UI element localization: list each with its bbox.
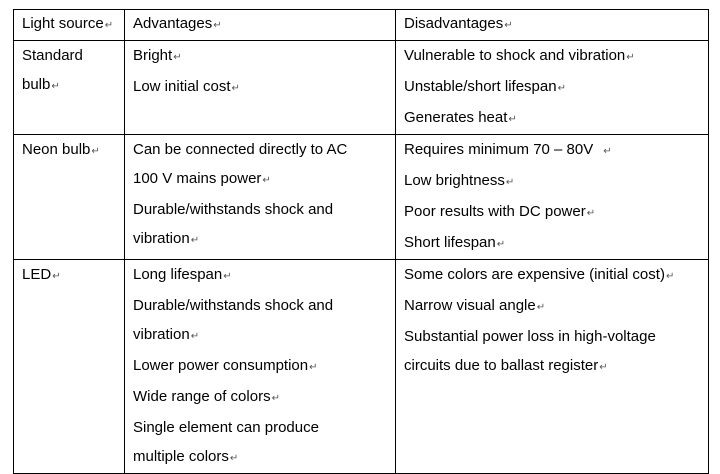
advantage-item: vibration: [133, 326, 190, 343]
table-row: [14, 260, 709, 474]
advantage-item: multiple colors: [133, 448, 229, 465]
paragraph-mark-icon: ↵: [626, 52, 635, 63]
advantage-item: Wide range of colors: [133, 388, 271, 405]
cell-light-source: [14, 41, 125, 135]
cell-advantages: [125, 260, 396, 474]
cell-advantages: [125, 135, 396, 260]
paragraph-mark-icon: ↵: [190, 331, 200, 342]
paragraph-mark-icon: ↵: [223, 271, 232, 282]
advantage-item: 100 V mains power: [133, 170, 262, 187]
advantage-item: Bright: [133, 47, 173, 64]
paragraph-mark-icon: ↵: [603, 146, 612, 157]
header-disadvantages: Disadvantages: [404, 15, 504, 32]
disadvantage-item: Low brightness: [404, 172, 505, 189]
paragraph-mark-icon: ↵: [190, 235, 200, 246]
paragraph-mark-icon: ↵: [599, 362, 608, 373]
advantage-item: Can be connected directly to AC: [133, 141, 348, 158]
cell-disadvantages: [396, 41, 709, 135]
cell-advantages: [125, 41, 396, 135]
paragraph-mark-icon: ↵: [231, 83, 240, 94]
paragraph-mark-icon: ↵: [586, 208, 596, 219]
advantage-item: vibration: [133, 230, 190, 247]
paragraph-mark-icon: ↵: [51, 81, 60, 92]
cell-light-source: [14, 260, 125, 474]
table-row: [14, 135, 709, 260]
paragraph-mark-icon: ↵: [536, 302, 546, 313]
header-cell-disadvantages: [396, 10, 709, 41]
advantage-item: Durable/withstands shock and: [133, 297, 334, 314]
paragraph-mark-icon: ↵: [665, 271, 675, 282]
disadvantage-item: Requires minimum 70 – 80V: [404, 141, 594, 158]
table-header-row: [14, 10, 709, 41]
advantage-item: Long lifespan: [133, 266, 223, 283]
paragraph-mark-icon: ↵: [91, 146, 100, 157]
source-text: Neon bulb: [22, 141, 91, 158]
paragraph-mark-icon: ↵: [496, 239, 506, 250]
cell-light-source: [14, 135, 125, 260]
cell-disadvantages: [396, 260, 709, 474]
paragraph-mark-icon: ↵: [508, 114, 517, 125]
paragraph-mark-icon: ↵: [52, 271, 61, 282]
paragraph-mark-icon: ↵: [229, 453, 239, 464]
disadvantage-item: Some colors are expensive (initial cost): [404, 266, 665, 283]
advantage-item: Lower power consumption: [133, 357, 309, 374]
source-text: Standard: [22, 47, 83, 64]
header-light-source: Light source: [22, 15, 104, 32]
paragraph-mark-icon: ↵: [504, 20, 513, 31]
paragraph-mark-icon: ↵: [309, 362, 318, 373]
paragraph-mark-icon: ↵: [271, 393, 280, 404]
disadvantage-item: Generates heat: [404, 109, 508, 126]
header-cell-advantages: [125, 10, 396, 41]
header-advantages: Advantages: [133, 15, 213, 32]
disadvantage-item: Unstable/short lifespan: [404, 78, 557, 95]
advantage-item: Durable/withstands shock and: [133, 201, 334, 218]
table-row: [14, 41, 709, 135]
source-text: bulb: [22, 76, 51, 93]
paragraph-mark-icon: ↵: [505, 177, 515, 188]
disadvantage-item: Short lifespan: [404, 234, 496, 251]
disadvantage-item: Poor results with DC power: [404, 203, 586, 220]
paragraph-mark-icon: ↵: [173, 52, 182, 63]
disadvantage-item: Vulnerable to shock and vibration: [404, 47, 626, 64]
paragraph-mark-icon: ↵: [213, 20, 222, 31]
light-source-comparison-table: [13, 9, 709, 474]
document-page: [13, 9, 709, 474]
source-text: LED: [22, 266, 52, 283]
disadvantage-item: Narrow visual angle: [404, 297, 536, 314]
cell-disadvantages: [396, 135, 709, 260]
disadvantage-item: Substantial power loss in high-voltage: [404, 328, 656, 345]
paragraph-mark-icon: ↵: [262, 175, 271, 186]
advantage-item: Single element can produce: [133, 419, 319, 436]
header-cell-light-source: [14, 10, 125, 41]
paragraph-mark-icon: ↵: [104, 20, 114, 31]
advantage-item: Low initial cost: [133, 78, 231, 95]
disadvantage-item: circuits due to ballast register: [404, 357, 599, 374]
paragraph-mark-icon: ↵: [557, 83, 566, 94]
